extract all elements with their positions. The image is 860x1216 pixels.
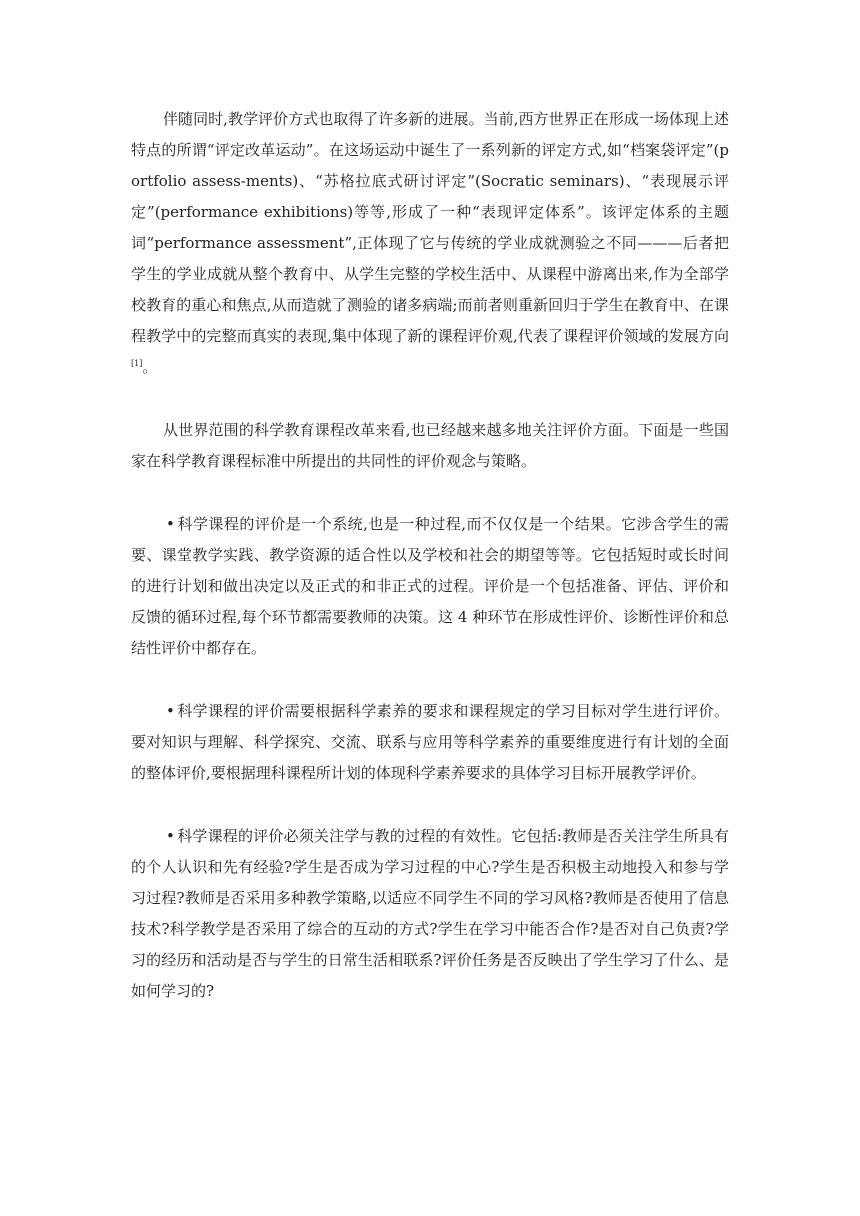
bullet-item-teaching-effectiveness [131, 821, 729, 1007]
paragraph-assessment-reform [131, 104, 729, 383]
bullet-text: 科学课程的评价需要根据科学素养的要求和课程规定的学习目标对学生进行评价。要对知识与理解、科学探究、交流、联系与应用等科学素养的重要维度进行有计划的全面的整体评价,要根据理科课程所计划的体现科学素养要求的具体学习目标开展教学评价。 [131, 702, 729, 782]
bullet-item-scientific-literacy [131, 696, 729, 789]
document-body [131, 104, 729, 1039]
paragraph-ending: 。 [142, 358, 158, 376]
bullet-text: 科学课程的评价必须关注学与教的过程的有效性。它包括:教师是否关注学生所具有的个人认识和先有经验?学生是否成为学习过程的中心?学生是否积极主动地投入和参与学习过程?教师是否采用多种教学策略,以适应不同学生不同的学习风格?教师是否使用了信息技术?科学教学是否采用了综合的互动的方式?学生在学习中能否合作?是否对自己负责?学习的经历和活动是否与学生的日常生活相联系?评价任务是否反映出了学生学习了什么、是如何学习的? [131, 827, 729, 1000]
bullet-icon: • [166, 515, 175, 533]
bullet-text: 科学课程的评价是一个系统,也是一种过程,而不仅仅是一个结果。它涉含学生的需要、课堂教学实践、教学资源的适合性以及学校和社会的期望等等。它包括短时或长时间的进行计划和做出决定以及正式的和非正式的过程。评价是一个包括准备、评估、评价和反馈的循环过程,每个环节都需要教师的决策。这 4 种环节在形成性评价、诊断性评价和总结性评价中都存在。 [131, 515, 729, 657]
paragraph-text: 从世界范围的科学教育课程改革来看,也已经越来越多地关注评价方面。下面是一些国家在科学教育课程标准中所提出的共同性的评价观念与策略。 [131, 421, 729, 470]
bullet-item-evaluation-system [131, 509, 729, 664]
citation-marker: [1] [131, 359, 143, 368]
paragraph-science-curriculum-reform [131, 415, 729, 477]
bullet-icon: • [166, 827, 175, 845]
bullet-icon: • [166, 702, 175, 720]
paragraph-text: 伴随同时,教学评价方式也取得了许多新的进展。当前,西方世界正在形成一场体现上述特点的所谓“评定改革运动”。在这场运动中诞生了一系列新的评定方式,如“档案袋评定”(portfolio assess-ments)、“苏格拉底式研讨评定”(Socratic seminars)、“表现展示评定”(performance exhibitions)等等,形成了一种“表现评定体系”。该评定体系的主题词“performance assessment”,正体现了它与传统的学业成就测验之不同———后者把学生的学业成就从整个教育中、从学生完整的学校生活中、从课程中游离出来,作为全部学校教育的重心和焦点,从而造就了测验的诸多病端;而前者则重新回归于学生在教育中、在课程教学中的完整而真实的表现,集中体现了新的课程评价观,代表了课程评价领域的发展方向 [131, 110, 729, 345]
